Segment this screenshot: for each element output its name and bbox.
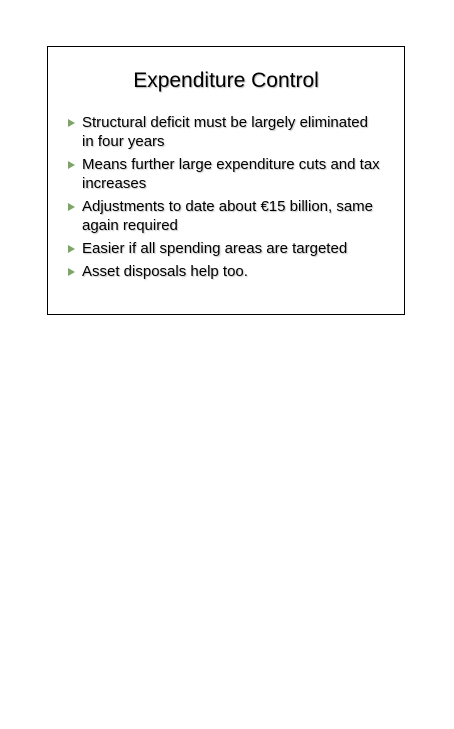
bullet-item (68, 113, 383, 151)
bullet-item (68, 262, 383, 281)
arrow-bullet-icon (68, 203, 75, 211)
bullet-item (68, 197, 383, 235)
bullet-text: Means further large expenditure cuts and tax increases (82, 156, 380, 192)
bullet-text: Structural deficit must be largely eliminated in four years (82, 114, 368, 150)
bullet-item (68, 155, 383, 193)
arrow-bullet-icon (68, 119, 75, 127)
bullet-text: Asset disposals help too. (82, 263, 248, 280)
bullet-text: Easier if all spending areas are targeted (82, 240, 348, 257)
arrow-bullet-icon (68, 268, 75, 276)
slide-title: Expenditure Control (133, 69, 319, 92)
bullet-list (68, 113, 383, 285)
bullet-item (68, 239, 383, 258)
bullet-text: Adjustments to date about €15 billion, same again required (82, 198, 374, 234)
slide-frame (47, 46, 405, 315)
arrow-bullet-icon (68, 161, 75, 169)
arrow-bullet-icon (68, 245, 75, 253)
